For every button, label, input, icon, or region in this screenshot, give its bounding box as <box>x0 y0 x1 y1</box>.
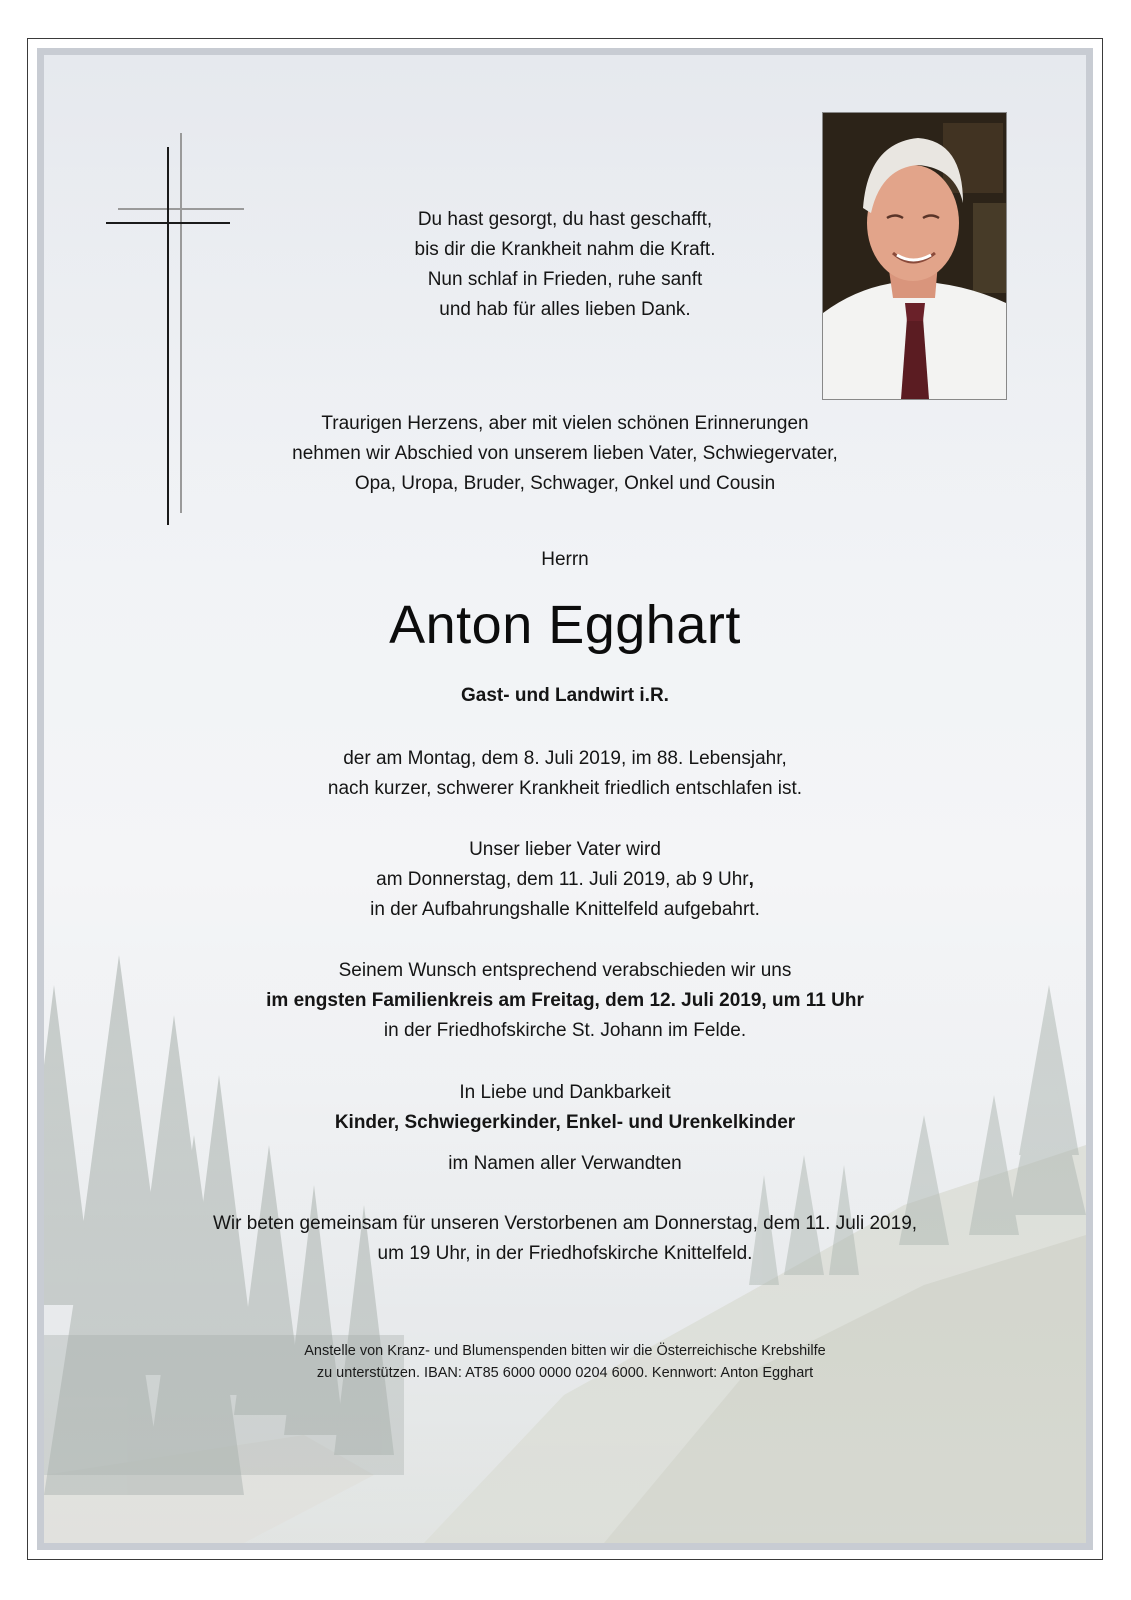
farewell-line: Seinem Wunsch entsprechend verabschieden wir uns <box>338 960 792 981</box>
prayer-info <box>44 1209 1086 1269</box>
mourners <box>44 1078 1086 1138</box>
mourners-line: In Liebe und Dankbarkeit <box>459 1082 671 1103</box>
poem-line: Du hast gesorgt, du hast geschafft, <box>417 209 713 230</box>
viewing-date: am Donnerstag, dem 11. Juli 2019, ab 9 Uhr <box>376 869 749 890</box>
death-notice-line: der am Montag, dem 8. Juli 2019, im 88. Lebensjahr, <box>343 748 787 769</box>
salutation: Herrn <box>541 549 589 570</box>
intro-line: Traurigen Herzens, aber mit vielen schönen Erinnerungen <box>321 413 809 434</box>
farewell-line: in der Friedhofskirche St. Johann im Felde. <box>383 1020 747 1041</box>
poem-line: bis dir die Krankheit nahm die Kraft. <box>414 239 716 260</box>
poem-line: Nun schlaf in Frieden, ruhe sanft <box>427 269 703 290</box>
death-notice-line: nach kurzer, schwerer Krankheit friedlich entschlafen ist. <box>327 778 803 799</box>
viewing-info <box>44 835 1086 925</box>
mourners-relatives: im Namen aller Verwandten <box>448 1153 682 1174</box>
viewing-line: Unser lieber Vater wird <box>469 839 661 860</box>
poem <box>44 205 1086 325</box>
prayer-line: um 19 Uhr, in der Friedhofskirche Knittelfeld. <box>377 1243 753 1264</box>
prayer-line: Wir beten gemeinsam für unseren Verstorbenen am Donnerstag, dem 11. Juli 2019, <box>212 1213 918 1234</box>
donation-line: Anstelle von Kranz- und Blumenspenden bitten wir die Österreichische Krebshilfe <box>304 1343 826 1359</box>
viewing-comma: , <box>748 869 754 890</box>
death-notice <box>44 744 1086 804</box>
poem-line: und hab für alles lieben Dank. <box>439 299 691 320</box>
viewing-line: in der Aufbahrungshalle Knittelfeld aufgebahrt. <box>370 899 760 920</box>
intro-text <box>44 409 1086 499</box>
deceased-title: Gast- und Landwirt i.R. <box>461 685 669 706</box>
intro-line: nehmen wir Abschied von unserem lieben Vater, Schwiegervater, <box>292 443 838 464</box>
obituary-card <box>44 55 1086 1543</box>
farewell-line: im engsten Familienkreis am Freitag, dem 12. Juli 2019, um 11 Uhr <box>266 990 864 1011</box>
donation-note <box>44 1340 1086 1384</box>
donation-line: zu unterstützen. IBAN: AT85 6000 0000 0204 6000. Kennwort: Anton Egghart <box>316 1365 814 1381</box>
viewing-line <box>44 865 1086 895</box>
intro-line: Opa, Uropa, Bruder, Schwager, Onkel und Cousin <box>354 473 776 494</box>
deceased-name: Anton Egghart <box>389 595 741 655</box>
farewell-info <box>44 956 1086 1046</box>
mourners-line: Kinder, Schwiegerkinder, Enkel- und Urenkelkinder <box>334 1112 796 1133</box>
